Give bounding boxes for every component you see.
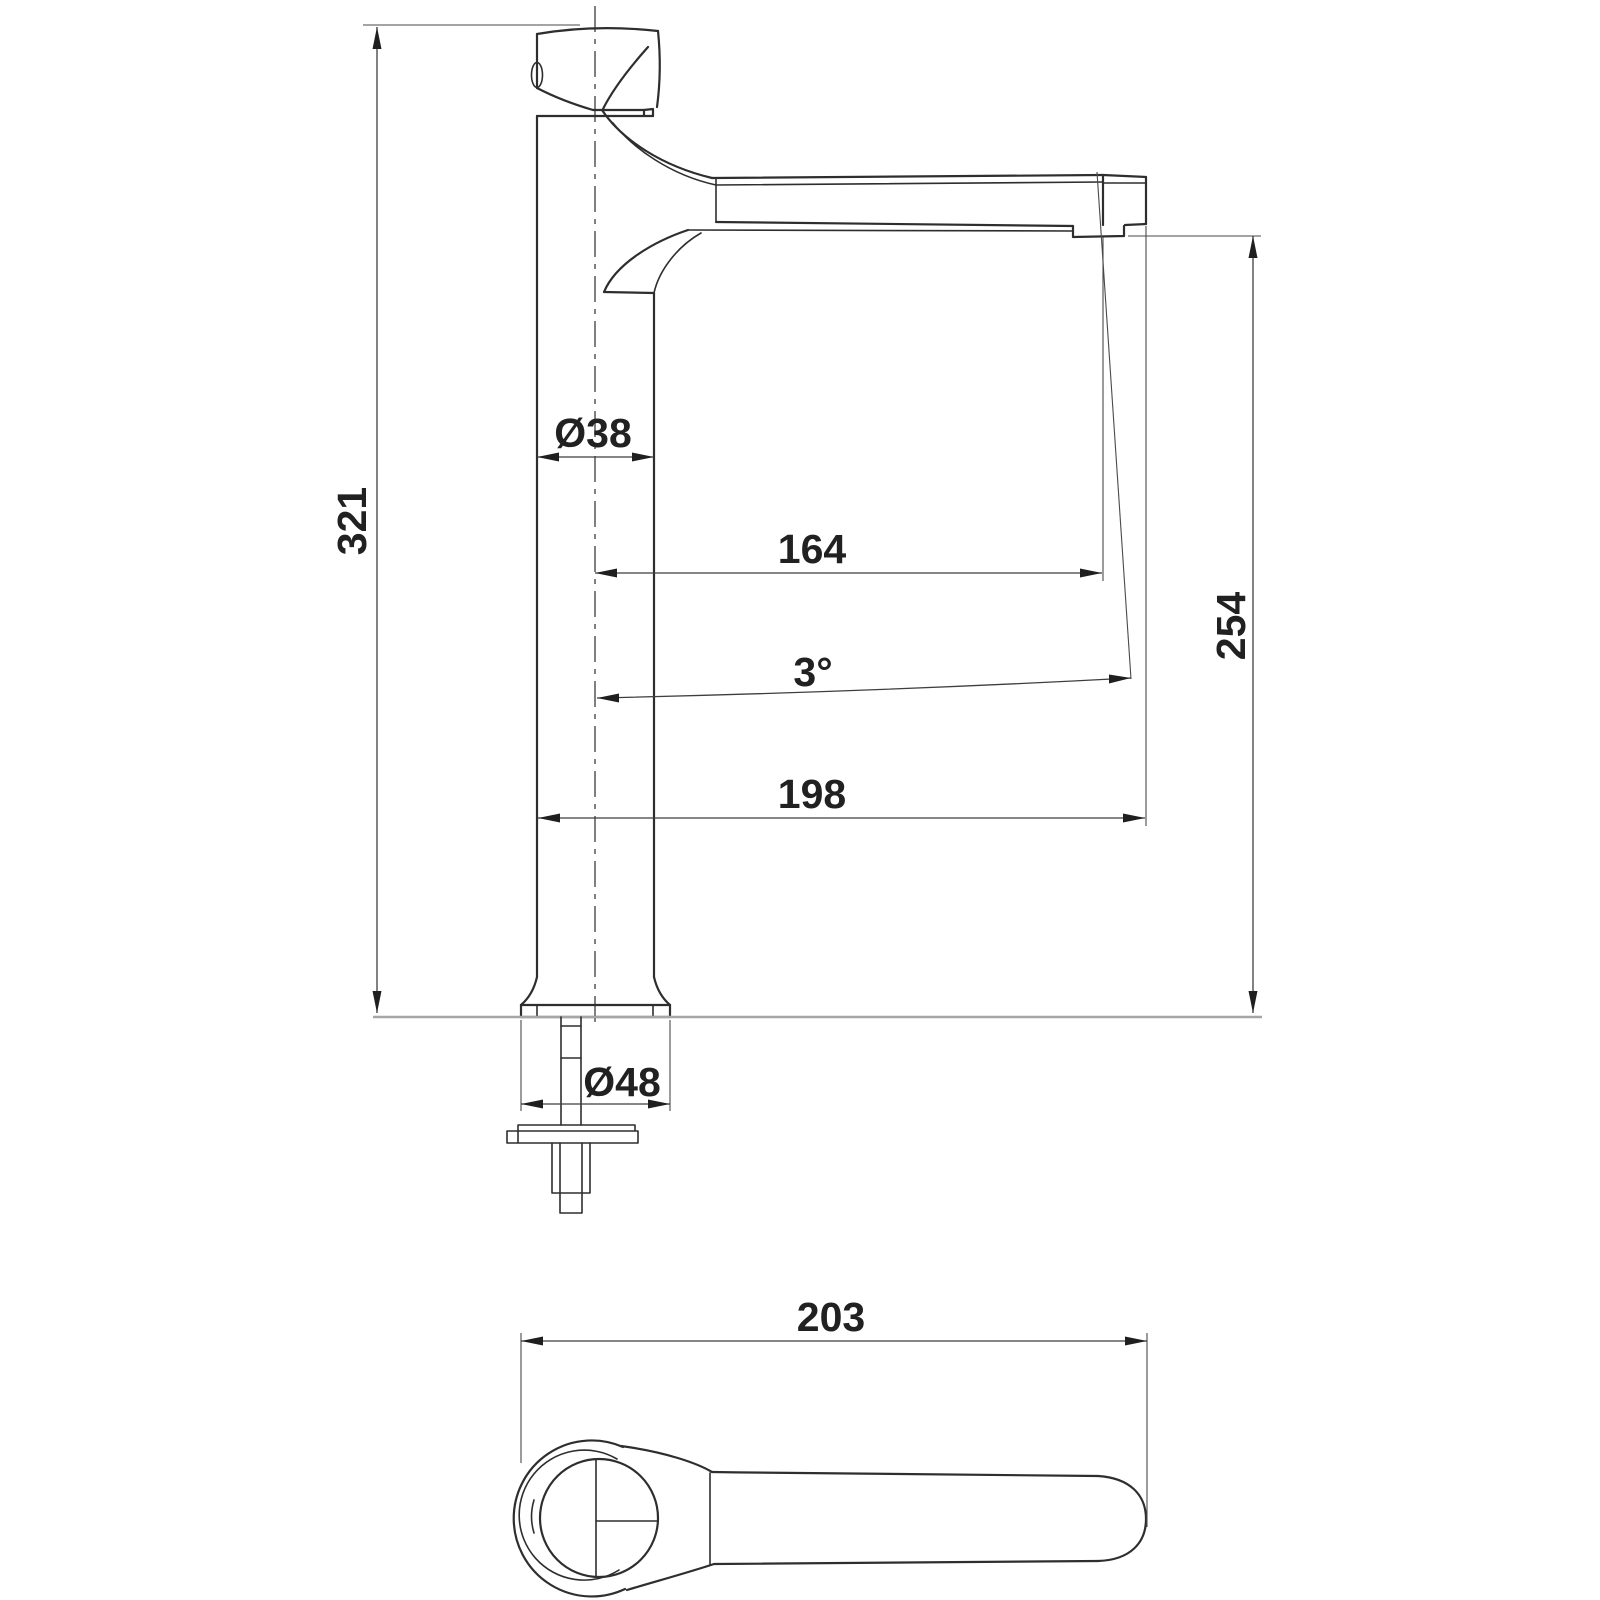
top-view bbox=[514, 1294, 1147, 1596]
mounting-shank bbox=[507, 1017, 638, 1213]
dim-label-handle-length: 203 bbox=[796, 1294, 866, 1340]
handle-lever bbox=[621, 1446, 1146, 1590]
dim-label-total-reach: 198 bbox=[777, 771, 847, 817]
dim-label-body-diameter: Ø38 bbox=[554, 410, 632, 456]
dim-label-spout-angle: 3° bbox=[793, 649, 833, 695]
spout-arm bbox=[602, 110, 1146, 293]
dim-label-base-diameter: Ø48 bbox=[583, 1059, 661, 1105]
dimension-base-diameter bbox=[521, 1020, 670, 1111]
dimension-handle-length bbox=[521, 1294, 1147, 1527]
aerator bbox=[1073, 226, 1124, 237]
spout-angle-reference-line bbox=[1097, 172, 1131, 679]
dim-label-total-height: 321 bbox=[329, 486, 375, 556]
handle-hub-inner-circle bbox=[540, 1459, 658, 1577]
dim-label-outlet-reach: 164 bbox=[777, 526, 847, 572]
dim-label-outlet-height: 254 bbox=[1208, 591, 1254, 661]
dimension-body-diameter bbox=[537, 410, 654, 462]
dimension-spout-angle bbox=[597, 649, 1131, 703]
dimension-outlet-reach bbox=[595, 237, 1103, 581]
shank-stub bbox=[560, 1193, 582, 1213]
dimension-outlet-height bbox=[1128, 236, 1261, 1013]
dimension-total-height bbox=[329, 25, 580, 1013]
mounting-nut bbox=[552, 1143, 590, 1193]
handle-hub bbox=[514, 1440, 658, 1596]
horseshoe-washer bbox=[507, 1125, 638, 1143]
side-view bbox=[329, 6, 1262, 1213]
